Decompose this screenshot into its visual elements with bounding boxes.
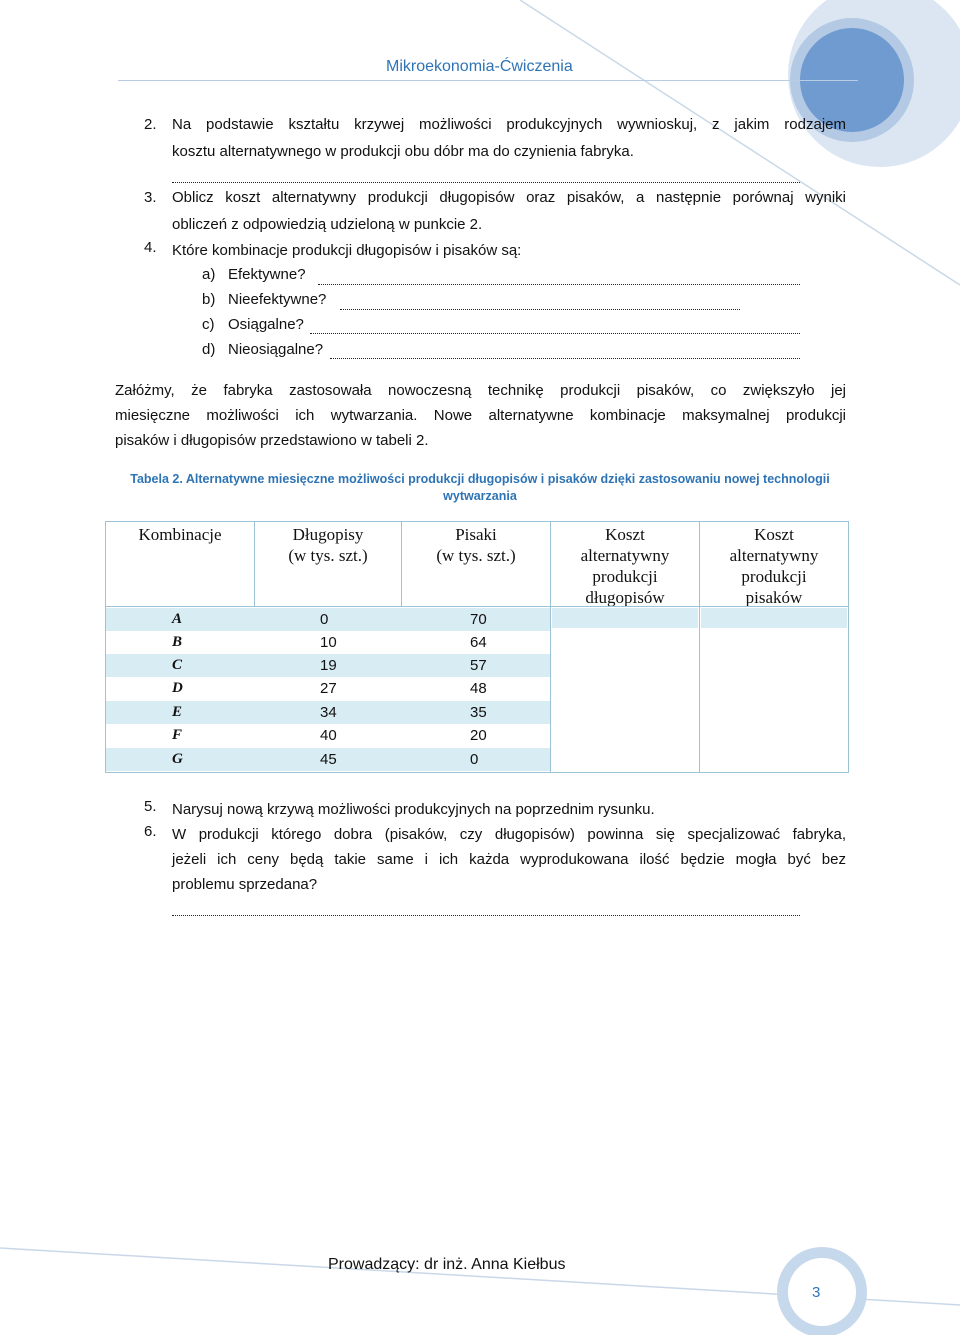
table-row-b: [106, 631, 550, 654]
row-dlugopisy: 0: [320, 611, 329, 628]
row-label: D: [172, 680, 183, 696]
header-kombinacje: Kombinacje: [138, 525, 222, 544]
header-cell-dlugopisy: [254, 521, 402, 607]
q3-line1: Oblicz koszt alternatywny produkcji długopisów oraz pisaków, a następnie porównaj wyniki: [172, 189, 846, 206]
header-title: Mikroekonomia-Ćwiczenia: [386, 58, 573, 75]
q4-item-c-answer-line[interactable]: [310, 332, 800, 334]
q2-number: 2.: [144, 116, 157, 133]
table-row-f: [106, 724, 550, 747]
row-pisaki: 20: [470, 727, 487, 744]
header-alternatywny-1: alternatywny: [580, 546, 670, 565]
row-dlugopisy: 40: [320, 727, 337, 744]
row-label: F: [172, 727, 183, 743]
q4-item-c-text: Osiągalne?: [228, 316, 304, 333]
table-row-c: [106, 654, 550, 677]
row-label: G: [172, 751, 183, 767]
row-label: B: [172, 634, 183, 650]
q5-number: 5.: [144, 798, 157, 815]
table-caption-line2: wytwarzania: [443, 489, 517, 503]
q6-line1: W produkcji którego dobra (pisaków, czy długopisów) powinna się specjalizować fabryka,: [172, 826, 846, 843]
header-pisakow: pisaków: [745, 588, 803, 607]
table-caption-line1: Tabela 2. Alternatywne miesięczne możliwości produkcji długopisów i pisaków dzięki zastosowaniu nowej technologii: [130, 472, 830, 486]
q4-item-b-letter: b): [202, 291, 216, 308]
row-pisaki: 48: [470, 680, 487, 697]
intro-paragraph-line3: pisaków i długopisów przedstawiono w tabeli 2.: [115, 432, 429, 449]
header-dlugopisy: Długopisy: [292, 525, 364, 544]
row-pisaki: 35: [470, 704, 487, 721]
intro-paragraph-line1: Załóżmy, że fabryka zastosowała nowoczesną technikę produkcji pisaków, co zwiększyło jej: [115, 382, 846, 399]
header-produkcji-2: produkcji: [741, 567, 807, 586]
row-dlugopisy: 45: [320, 751, 337, 768]
q4-item-a-letter: a): [202, 266, 216, 283]
q4-number: 4.: [144, 239, 157, 256]
header-dlugopisy-unit: (w tys. szt.): [288, 546, 368, 565]
row-pisaki: 57: [470, 657, 487, 674]
footer-instructor: Prowadzący: dr inż. Anna Kiełbus: [328, 1256, 566, 1273]
header-cell-pisaki: [401, 521, 551, 607]
row-dlugopisy: 19: [320, 657, 337, 674]
q4-item-b-text: Nieefektywne?: [228, 291, 327, 308]
header-produkcji-1: produkcji: [592, 567, 658, 586]
header-dlugopisow: długopisów: [585, 588, 665, 607]
intro-paragraph-line2: miesięczne możliwości ich wytwarzania. Nowe alternatywne kombinacje maksymalnej produkcji: [115, 407, 846, 424]
q4-item-a-text: Efektywne?: [228, 266, 306, 283]
koszt-pisakow-first-row: [701, 608, 847, 628]
q4-item-a-answer-line[interactable]: [318, 283, 800, 285]
header-cell-kombinacje: [105, 521, 255, 607]
q6-answer-line[interactable]: [172, 914, 800, 916]
header-cell-koszt-dlugopisow: [550, 521, 700, 607]
q4-item-d-letter: d): [202, 341, 216, 358]
row-pisaki: 0: [470, 751, 479, 768]
q2-line2: kosztu alternatywnego w produkcji obu dóbr ma do czynienia fabryka.: [172, 143, 634, 160]
header-koszt-1: Koszt: [605, 525, 645, 544]
row-pisaki: 64: [470, 634, 487, 651]
q3-number: 3.: [144, 189, 157, 206]
q3-line2: obliczeń z odpowiedzią udzieloną w punkcie 2.: [172, 216, 483, 233]
row-dlugopisy: 27: [320, 680, 337, 697]
table-row-a: [106, 608, 550, 631]
q6-number: 6.: [144, 823, 157, 840]
table-row-d: [106, 677, 550, 700]
q4-text: Które kombinacje produkcji długopisów i pisaków są:: [172, 242, 522, 259]
q4-item-d-text: Nieosiągalne?: [228, 341, 324, 358]
q5-text: Narysuj nową krzywą możliwości produkcyjnych na poprzednim rysunku.: [172, 801, 655, 818]
header-koszt-2: Koszt: [754, 525, 794, 544]
header-cell-koszt-pisakow: [699, 521, 849, 607]
q2-line1: Na podstawie kształtu krzywej możliwości produkcyjnych wywnioskuj, z jakim rodzajem: [172, 116, 846, 133]
table-row-g: [106, 748, 550, 771]
koszt-dlugopisow-first-row: [552, 608, 698, 628]
row-label: E: [172, 704, 183, 720]
row-pisaki: 70: [470, 611, 487, 628]
header-pisaki: Pisaki: [455, 525, 497, 544]
production-table: [105, 521, 849, 773]
q4-item-c-letter: c): [202, 316, 215, 333]
header-alternatywny-2: alternatywny: [729, 546, 819, 565]
q4-item-d-answer-line[interactable]: [330, 357, 800, 359]
row-dlugopisy: 34: [320, 704, 337, 721]
page-number: 3: [812, 1284, 821, 1301]
row-dlugopisy: 10: [320, 634, 337, 651]
row-label: A: [172, 611, 183, 627]
header-divider: [118, 80, 858, 81]
q4-item-b-answer-line[interactable]: [340, 308, 740, 310]
koszt-dlugopisow-column[interactable]: [550, 606, 700, 773]
koszt-pisakow-column[interactable]: [699, 606, 849, 773]
q6-line3: problemu sprzedana?: [172, 876, 318, 893]
header-pisaki-unit: (w tys. szt.): [436, 546, 516, 565]
q6-line2: jeżeli ich ceny będą takie same i ich każda wyprodukowana ilość będzie mogła być bez: [172, 851, 846, 868]
table-row-e: [106, 701, 550, 724]
row-label: C: [172, 657, 183, 673]
q2-answer-line[interactable]: [172, 181, 800, 183]
